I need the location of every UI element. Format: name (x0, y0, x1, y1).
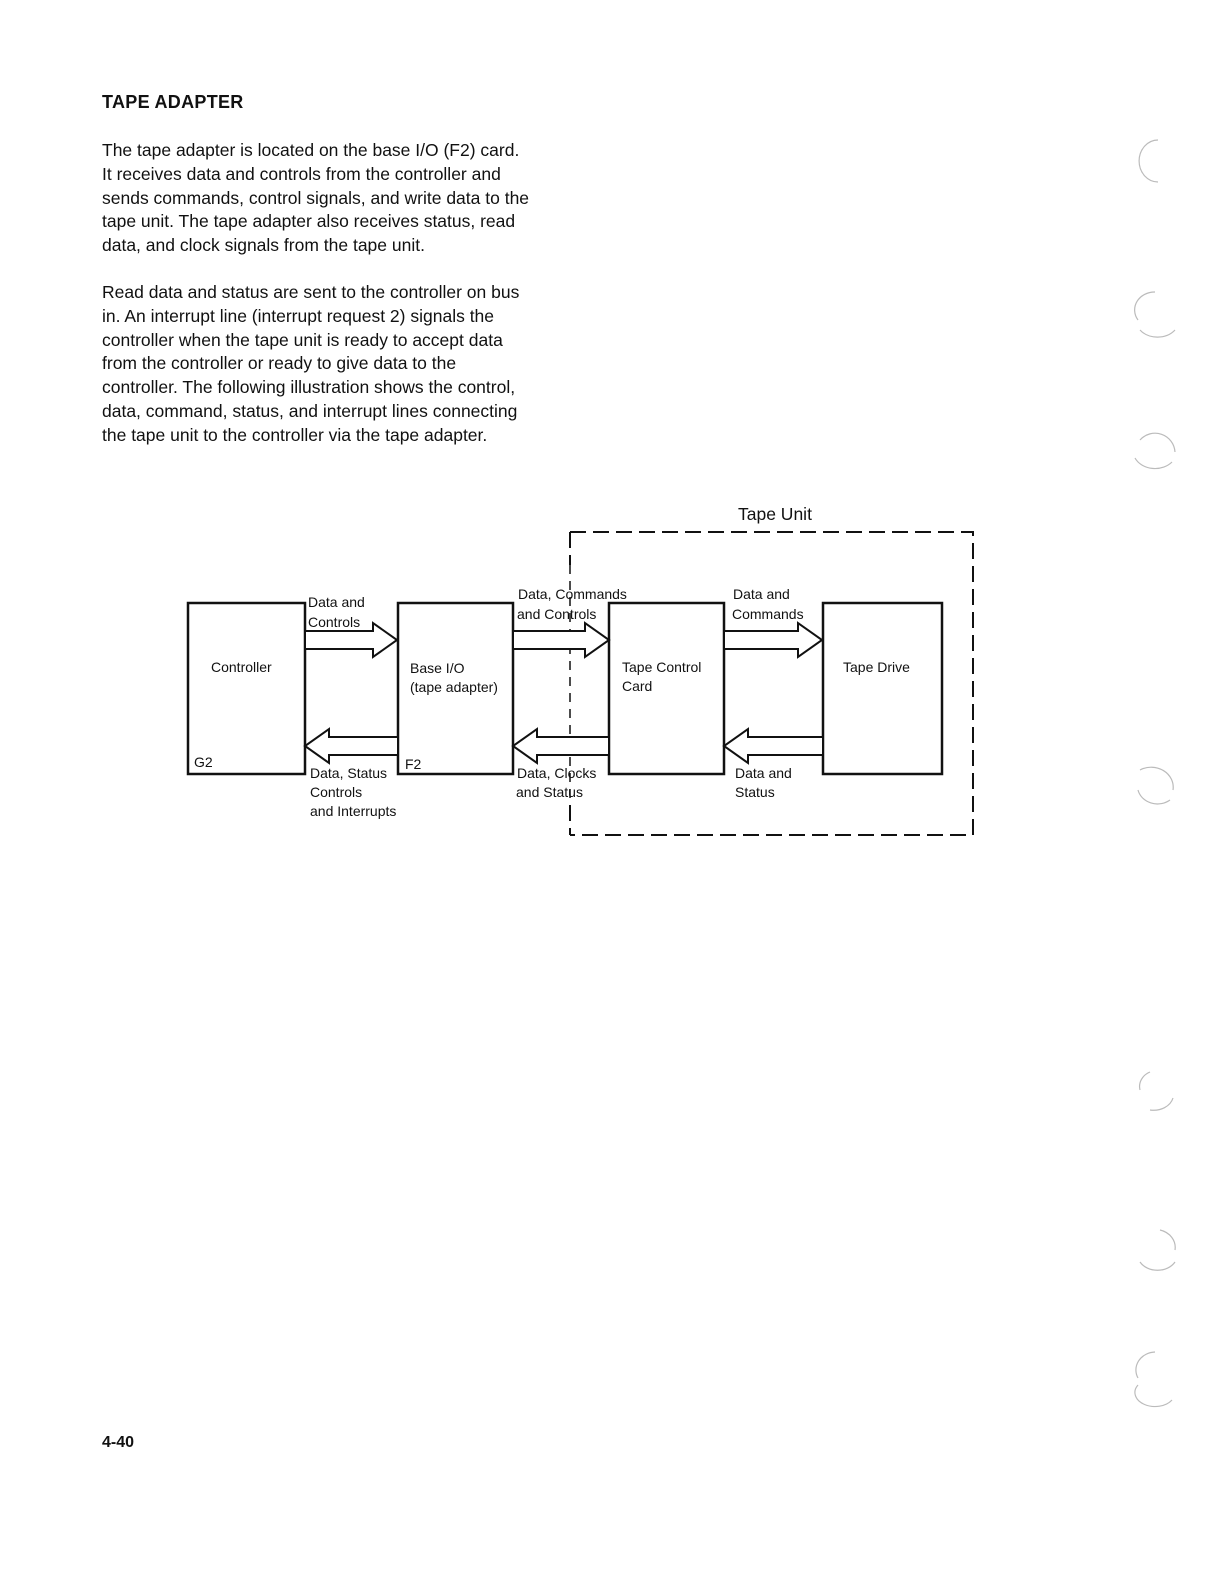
base-io-tag: F2 (405, 756, 422, 772)
label-io-to-tcc-1: Data, Commands (518, 586, 627, 602)
label-io-to-ctrl-1: Data, Status (310, 765, 388, 781)
arrow-io-to-controller (305, 729, 398, 763)
binder-hole (1139, 140, 1158, 182)
base-io-label-line2: (tape adapter) (410, 679, 498, 695)
paragraph-line: in. An interrupt line (interrupt request 2) signals the (102, 305, 495, 326)
tape-control-label-line1: Tape Control (622, 659, 702, 675)
label-tcc-to-io-1: Data, Clocks (517, 765, 597, 781)
binder-hole (1135, 1352, 1172, 1407)
tape-unit-label: Tape Unit (738, 504, 812, 524)
arrow-drive-to-tape-control (724, 729, 823, 763)
arrow-tape-control-to-io (513, 729, 609, 763)
tape-drive-label: Tape Drive (843, 659, 910, 675)
label-io-to-ctrl-3: and Interrupts (310, 803, 397, 819)
paragraph-line: controller when the tape unit is ready to accept data (102, 329, 503, 350)
label-drive-to-tcc-2: Status (735, 784, 775, 800)
paragraph-line: the tape unit to the controller via the tape adapter. (102, 424, 488, 445)
label-tcc-to-drive-2: Commands (732, 606, 804, 622)
label-drive-to-tcc-1: Data and (735, 765, 792, 781)
binder-hole (1140, 1230, 1175, 1270)
paragraph-line: tape unit. The tape adapter also receives status, read (102, 211, 516, 232)
section-heading: TAPE ADAPTER (102, 92, 244, 112)
paragraph-line: data, command, status, and interrupt lines connecting (102, 400, 518, 421)
paragraph-line: controller. The following illustration shows the control, (102, 377, 516, 398)
label-ctrl-to-io-1: Data and (308, 594, 365, 610)
binder-hole (1140, 1072, 1173, 1110)
tape-drive-block (823, 603, 942, 774)
page-number: 4-40 (102, 1434, 135, 1451)
controller-label: Controller (211, 659, 272, 675)
paragraph-line: from the controller or ready to give data to the (102, 353, 457, 374)
label-io-to-tcc-2: and Controls (517, 606, 597, 622)
controller-tag: G2 (194, 754, 213, 770)
paragraph-line: It receives data and controls from the controller and (102, 163, 501, 184)
label-ctrl-to-io-2: Controls (308, 614, 361, 630)
base-io-label-line1: Base I/O (410, 660, 465, 676)
paragraph-line: The tape adapter is located on the base I/O (F2) card. (102, 140, 520, 160)
binder-hole-marks (1135, 140, 1176, 1407)
arrow-tape-control-to-drive (724, 623, 822, 657)
paragraph-line: sends commands, control signals, and write data to the (102, 187, 530, 208)
arrow-io-to-tape-control (513, 623, 609, 657)
label-io-to-ctrl-2: Controls (310, 784, 363, 800)
controller-block (188, 603, 305, 774)
binder-hole (1138, 767, 1173, 804)
paragraph-line: Read data and status are sent to the controller on bus (102, 282, 520, 302)
binder-hole (1135, 292, 1175, 337)
tape-control-label-line2: Card (622, 678, 653, 694)
paragraph-line: data, and clock signals from the tape unit. (102, 235, 425, 256)
binder-hole (1135, 433, 1175, 468)
label-tcc-to-io-2: and Status (516, 784, 583, 800)
label-tcc-to-drive-1: Data and (733, 586, 790, 602)
